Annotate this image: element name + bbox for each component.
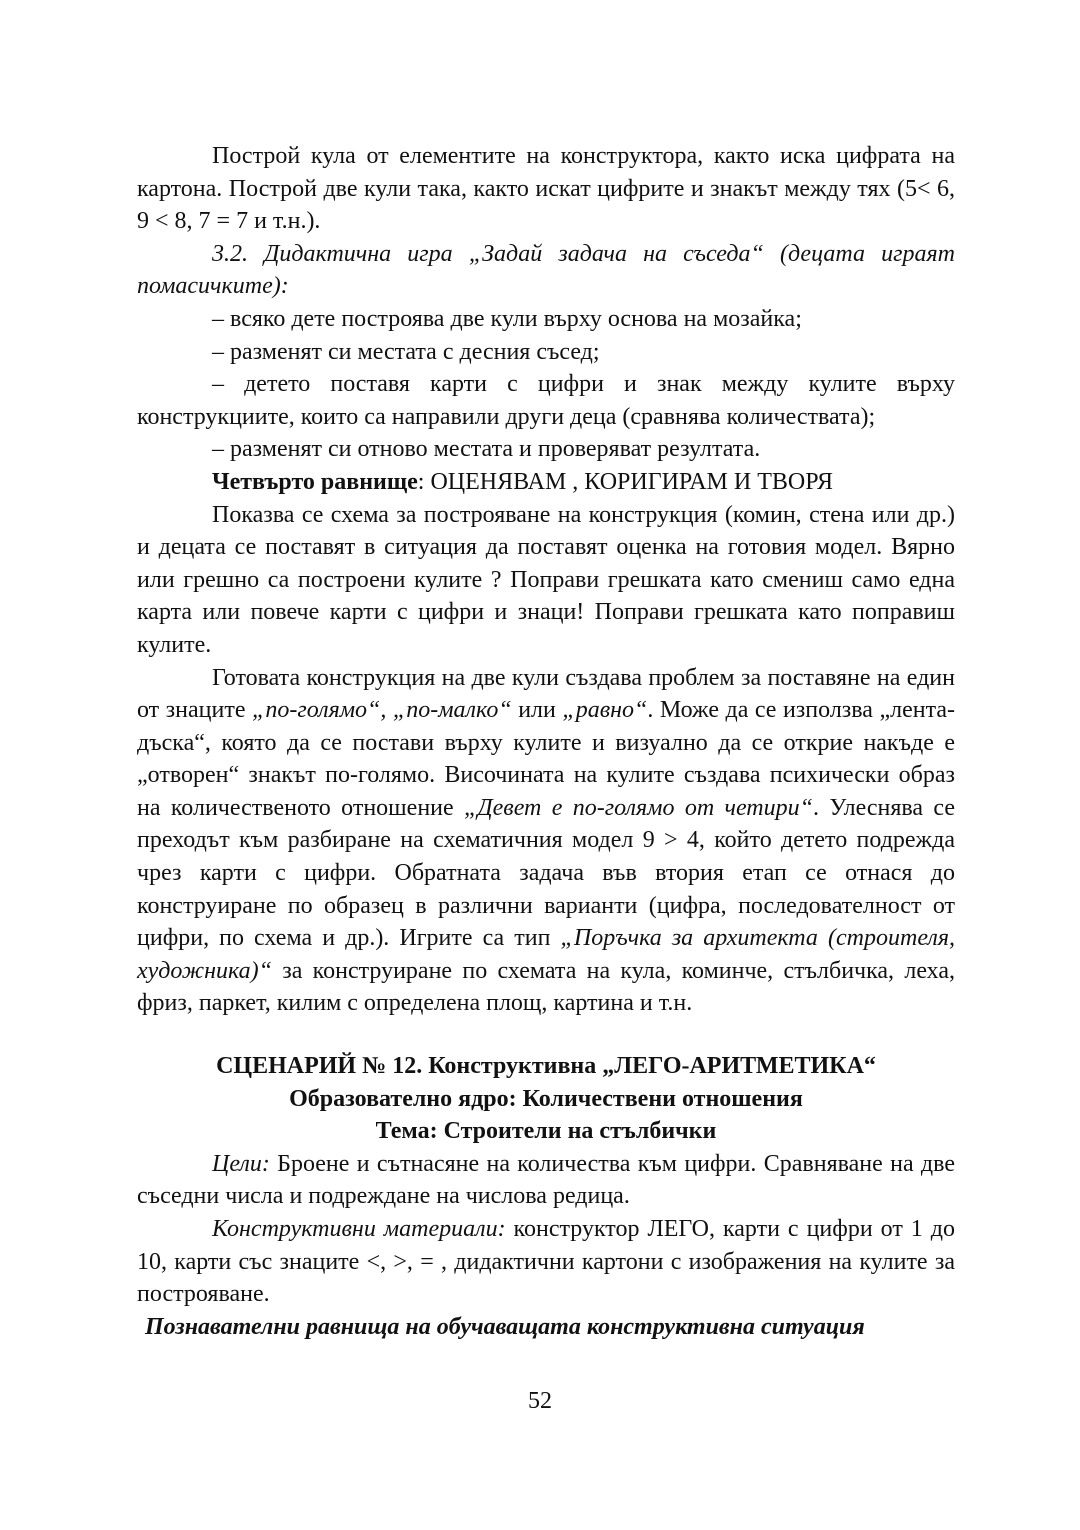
level-four-label: Четвърто равнище: [212, 468, 418, 495]
levels-heading: Познавателни равнища на обучаващата конструктивна ситуация: [145, 1313, 865, 1340]
materials-text: конструктор ЛЕГО, карти с цифри от 1 до 10, карти със знаците <, >, = , дидактични картони с изображения на кулите за построяване.: [137, 1216, 955, 1308]
list-item: – разменят си отново местата и проверяват резултата.: [212, 436, 761, 463]
level-four-heading: [137, 466, 955, 499]
list-item: – всяко дете построява две кули върху основа на мозайка;: [212, 305, 802, 332]
paragraph-game-title: 3.2. Дидактична игра „Задай задача на съседа“ (децата играят помасичките):: [137, 240, 955, 300]
text-run: . Може да се използва „лента-дъска“, която да се постави върху кулите и визуално да се открие накъде е „отворен“ знакът по-голямо. Височината на кулите създава психически образ на количественото отношение: [137, 697, 955, 821]
paragraph-scheme: Показва се схема за построяване на конструкция (комин, стена или др.) и децата се поставят в ситуация да поставят оценка на готовия модел. Вярно или грешно са построени кулите ? Поправи грешката като смениш само една карта или повече карти с цифри и знаци! Поправи грешката като поправиш кулите.: [137, 501, 955, 658]
level-four-text: : ОЦЕНЯВАМ , КОРИГИРАМ И ТВОРЯ: [417, 468, 834, 495]
paragraph-build-tower: Построй кула от елементите на конструктора, както иска цифрата на картона. Построй две кули така, както искат цифрите и знакът между тях (5< 6, 9 < 8, 7 = 7 и т.н.).: [137, 143, 955, 235]
materials-label: Конструктивни материали:: [212, 1216, 506, 1242]
text-run-italic: „Поръчка за архитекта (строителя, художника)“: [137, 925, 955, 984]
section-spacer: [137, 1020, 955, 1050]
list-item: – детето поставя карти с цифри и знак между кулите върху конструкциите, които са направили други деца (сравнява количествата);: [137, 371, 955, 430]
list-item: – разменят си местата с десния съсед;: [212, 338, 600, 365]
scenario-goals: [137, 1148, 955, 1213]
scenario-materials: [137, 1213, 955, 1311]
scenario-title: СЦЕНАРИЙ № 12. Конструктивна „ЛЕГО-АРИТМЕТИКА“: [216, 1053, 876, 1080]
text-run-italic: „по-голямо“, „по-малко“: [252, 697, 512, 724]
paragraph-finished-construction: [137, 662, 955, 1021]
page-number: 52: [528, 1388, 552, 1414]
text-run: . Улеснява се преходът към разбиране на схематичния модел 9 > 4, който детето подрежда чрез карти с цифри. Обратната задача във втория етап се отнася до конструиране по образец в различни варианти (цифра, последователност от цифри, по схема и др.). Игрите са тип: [137, 794, 956, 952]
text-run: за конструиране по схемата на кула, коминче, стълбичка, леха, фриз, паркет, килим с определена площ, картина и т.н.: [137, 957, 955, 1017]
text-run: Готовата конструкция на две кули създава проблем за поставяне на един от знаците: [137, 664, 955, 724]
scenario-theme: Тема: Строители на стълбички: [375, 1118, 717, 1145]
text-run-italic: „Девет е по-голямо от четири“: [464, 794, 813, 821]
goals-label: Цели:: [212, 1150, 270, 1177]
text-run: или: [511, 697, 563, 724]
goals-text: Броене и сътнасяне на количества към цифри. Сравняване на две съседни числа и подреждане на числова редица.: [137, 1150, 955, 1210]
text-run-italic: „равно“: [562, 697, 648, 724]
page-body: [137, 140, 955, 1343]
scenario-core: Образователно ядро: Количествени отношения: [289, 1085, 803, 1112]
